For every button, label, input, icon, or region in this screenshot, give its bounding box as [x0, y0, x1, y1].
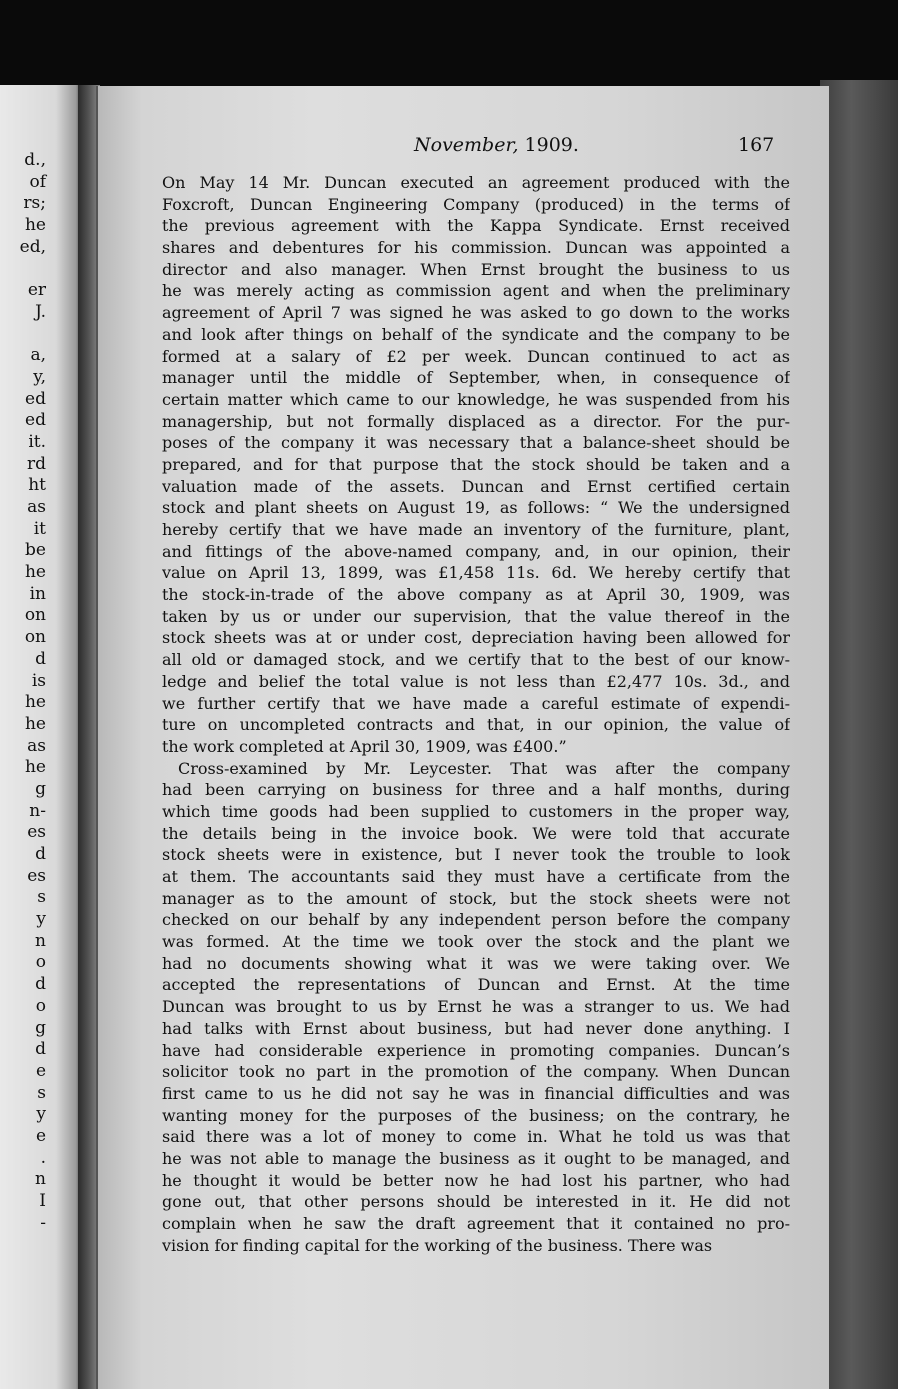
text-line: said there was a lot of money to come in. What he told us was that	[162, 1127, 790, 1147]
previous-page-fragment: as	[27, 735, 46, 756]
previous-page-fragment: es	[27, 865, 46, 886]
text-line: certain matter which came to our knowledge, he was suspended from his	[162, 389, 790, 409]
previous-page-fragment: n	[35, 930, 46, 951]
previous-page-fragment	[0, 258, 46, 280]
text-line: gone out, that other persons should be interested in it. He did not	[162, 1192, 790, 1212]
text-line: stock sheets was at or under cost, depreciation having been allowed for	[162, 628, 790, 648]
previous-page-fragment: .	[40, 1147, 46, 1168]
text-line: hereby certify that we have made an inventory of the furniture, plant,	[162, 520, 790, 539]
previous-page-fragment: es	[27, 822, 46, 843]
desk-background	[820, 80, 898, 1389]
text-line: taken by us or under our supervision, that the value thereof in the	[162, 606, 790, 626]
text-line: valuation made of the assets. Duncan and Ernst certified certain	[162, 476, 790, 496]
previous-page-fragment: it	[33, 518, 46, 539]
text-line: at them. The accountants said they must have a certificate from the	[162, 867, 790, 886]
text-line: the work completed at April 30, 1909, was £400.”	[162, 736, 567, 756]
previous-page-edge	[0, 85, 80, 1389]
running-title-month: November,	[414, 134, 519, 156]
page-number: 167	[738, 134, 775, 156]
text-line: shares and debentures for his commission. Duncan was appointed a	[162, 238, 790, 258]
text-line: he thought it would be better now he had lost his partner, who had	[162, 1170, 790, 1190]
previous-page-fragment: J.	[35, 301, 46, 322]
previous-page-fragment: d	[35, 1039, 46, 1060]
text-line: had been carrying on business for three and a half months, during	[162, 780, 790, 800]
previous-page-fragment: d.,	[24, 150, 46, 170]
previous-page-fragment: er	[27, 280, 46, 301]
previous-page-fragment: y	[36, 909, 46, 930]
previous-page-fragment: d	[35, 974, 46, 995]
previous-page-fragment: -	[40, 1212, 46, 1233]
previous-page-fragment: he	[24, 562, 46, 583]
page-header	[98, 134, 829, 164]
previous-page-fragment: of	[29, 171, 46, 192]
previous-page-fragment: ht	[28, 475, 46, 496]
text-line: had no documents showing what it was we were taking over. We	[162, 953, 790, 973]
previous-page-fragment: y	[36, 1104, 46, 1125]
text-line: accepted the representations of Duncan and Ernst. At the time	[162, 975, 790, 995]
previous-page-fragment: s	[37, 887, 46, 908]
text-line: the details being in the invoice book. We were told that accurate	[162, 823, 790, 843]
text-line: value on April 13, 1899, was £1,458 11s. 6d. We hereby certify that	[162, 563, 790, 583]
text-line: he was not able to manage the business as it ought to be managed, and	[162, 1148, 790, 1168]
text-line: he was merely acting as commission agent and when the preliminary	[162, 281, 790, 301]
text-line: managership, but not formally displaced as a director. For the pur-	[162, 411, 790, 431]
previous-page-fragment: rd	[26, 453, 46, 474]
text-line: complain when he saw the draft agreement that it contained no pro-	[162, 1214, 790, 1233]
previous-page-fragment: he	[24, 692, 46, 713]
page-body-text	[162, 172, 790, 1256]
text-line: was formed. At the time we took over the stock and the plant we	[162, 932, 790, 952]
text-line: which time goods had been supplied to customers in the proper way,	[162, 801, 790, 821]
previous-page-fragment: I	[39, 1191, 46, 1211]
previous-page-fragment: as	[27, 497, 46, 517]
text-line: we further certify that we have made a careful estimate of expendi-	[162, 693, 790, 713]
previous-page-fragment: g	[35, 1017, 46, 1038]
previous-page-fragment: ed,	[19, 236, 46, 257]
running-title-year: 1909.	[524, 134, 579, 156]
text-line: stock sheets were in existence, but I never took the trouble to look	[162, 845, 790, 865]
previous-page-fragment: a,	[30, 345, 46, 366]
previous-page-fragment	[0, 324, 46, 346]
text-line: poses of the company it was necessary that a balance-sheet should be	[162, 433, 790, 453]
previous-page-fragment: n	[35, 1169, 46, 1190]
text-line: stock and plant sheets on August 19, as follows: “ We the undersigned	[162, 498, 790, 518]
text-line: manager as to the amount of stock, but the stock sheets were not	[162, 888, 790, 908]
text-line: ledge and belief the total value is not less than £2,477 10s. 3d., and	[162, 671, 790, 691]
text-line: Foxcroft, Duncan Engineering Company (produced) in the terms of	[162, 194, 790, 214]
previous-page-fragment: o	[35, 995, 46, 1016]
text-line: and look after things on behalf of the syndicate and the company to be	[162, 324, 790, 344]
text-line: wanting money for the purposes of the business; on the contrary, he	[162, 1105, 790, 1125]
previous-page-fragment: y,	[33, 366, 46, 387]
previous-page-fragment: he	[24, 713, 46, 734]
previous-page-fragment: he	[24, 215, 46, 236]
previous-page-fragment: n-	[29, 800, 46, 821]
previous-page-fragment: d	[35, 844, 46, 864]
text-line: had talks with Ernst about business, but had never done anything. I	[162, 1018, 790, 1038]
text-line: all old or damaged stock, and we certify that to the best of our know-	[162, 650, 790, 670]
text-line: Cross-examined by Mr. Leycester. That was after the company	[178, 758, 790, 778]
text-line: the previous agreement with the Kappa Syndicate. Ernst received	[162, 216, 790, 236]
text-line: checked on our behalf by any independent person before the company	[162, 910, 790, 930]
text-line: manager until the middle of September, when, in consequence of	[162, 368, 790, 388]
previous-page-fragment: be	[25, 540, 46, 561]
previous-page-fragment: ed	[25, 388, 46, 409]
text-line: formed at a salary of £2 per week. Duncan continued to act as	[162, 346, 790, 366]
previous-page-fragment: d	[35, 648, 46, 669]
previous-page-fragment: rs;	[23, 193, 46, 214]
previous-page-fragment: it.	[28, 431, 46, 452]
text-line: director and also manager. When Ernst brought the business to us	[162, 259, 790, 279]
previous-page-fragment: is	[31, 670, 46, 691]
previous-page-fragment: on	[24, 627, 46, 648]
previous-page-fragment: g	[35, 778, 46, 799]
running-title	[414, 134, 579, 156]
previous-page-fragment: e	[35, 1125, 46, 1146]
text-line: and fittings of the above-named company, and, in our opinion, their	[162, 541, 790, 561]
previous-page-fragment: ed	[25, 410, 46, 431]
previous-page-fragment: on	[24, 605, 46, 626]
text-line: agreement of April 7 was signed he was asked to go down to the works	[162, 303, 790, 323]
previous-page-text-fragments	[0, 150, 46, 1234]
text-line: first came to us he did not say he was in financial difficulties and was	[162, 1083, 790, 1103]
previous-page-fragment: o	[35, 952, 46, 973]
text-line: vision for finding capital for the working of the business. There was	[162, 1235, 713, 1255]
text-line: ture on uncompleted contracts and that, in our opinion, the value of	[162, 715, 790, 735]
previous-page-fragment: s	[37, 1082, 46, 1103]
text-line: prepared, and for that purpose that the stock should be taken and a	[162, 454, 790, 474]
previous-page-fragment: he	[24, 757, 46, 778]
text-line: the stock-in-trade of the above company as at April 30, 1909, was	[162, 585, 790, 605]
book-page	[96, 86, 829, 1389]
text-line: Duncan was brought to us by Ernst he was a stranger to us. We had	[162, 997, 790, 1017]
previous-page-fragment: e	[35, 1060, 46, 1081]
text-line: On May 14 Mr. Duncan executed an agreement produced with the	[162, 173, 790, 192]
previous-page-fragment: in	[29, 583, 46, 604]
text-line: solicitor took no part in the promotion of the company. When Duncan	[162, 1062, 790, 1082]
text-line: have had considerable experience in promoting companies. Duncan’s	[162, 1040, 790, 1060]
